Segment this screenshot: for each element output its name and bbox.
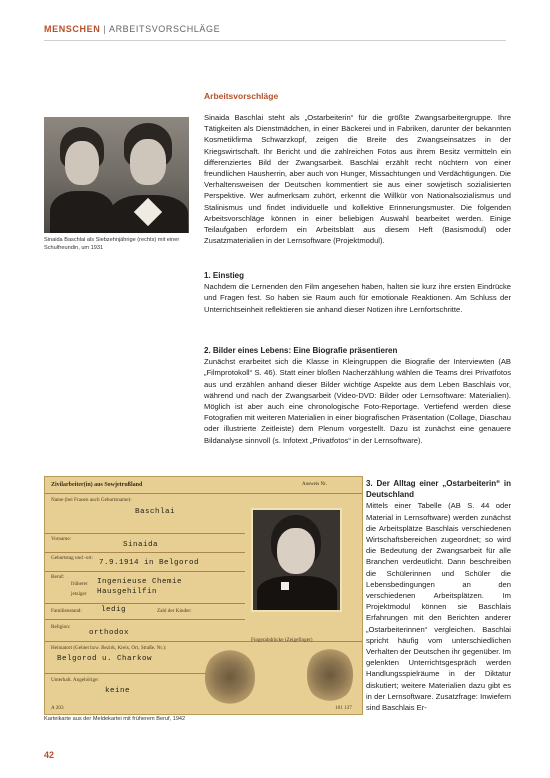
- card-heading: Zivilarbeiter(in) aus Sowjetrußland: [51, 482, 143, 488]
- card-caption: Karteikarte aus der Meldekartei mit früherem Beruf, 1942: [44, 716, 186, 722]
- name-label: Name (bei Frauen auch Geburtsname):: [51, 497, 132, 503]
- running-header: [44, 24, 220, 34]
- section-2-title: 2. Bilder eines Lebens: Eine Biografie präsentieren: [204, 346, 398, 355]
- fingerprint-left: [205, 649, 255, 705]
- header-rule: [44, 40, 506, 41]
- registration-card: [44, 476, 363, 715]
- geburt-label: Geburtstag und -ort:: [51, 555, 94, 561]
- form-number: A 203: [51, 705, 64, 711]
- beruf-jetzt-label: jetziger: [71, 591, 87, 597]
- section-1-text: Nachdem die Lernenden den Film angesehen haben, halten sie kurz ihre ersten Eindrücke und Fragen fest. So haben sie Raum auch für emotionale Reaktionen. Am Schluss der Unterrichtseinheit reflektieren sie anhand dieser Notizen ihre Lernfortschritte.: [204, 282, 511, 314]
- kinder-label: Zahl der Kinder:: [157, 608, 192, 614]
- stand-value: ledig: [101, 606, 127, 614]
- card-portrait-photo: [251, 508, 342, 612]
- stand-label: Familienstand:: [51, 608, 82, 614]
- beruf-frueher-label: früherer: [71, 581, 88, 587]
- portrait-photo: [44, 117, 189, 233]
- card-heading-right: Ausweis Nr.: [302, 482, 327, 487]
- beruf-frueher-value: Ingenieuse Chemie: [97, 578, 183, 586]
- section-1-title: 1. Einstieg: [204, 271, 245, 280]
- vorname-value: Sinaida: [123, 541, 159, 549]
- section-2: [204, 345, 511, 446]
- form-number-right: 101 137: [335, 705, 352, 711]
- header-subsection: ARBEITSVORSCHLÄGE: [108, 24, 221, 34]
- intro-text: Sinaida Baschlai steht als „Ostarbeiterin“ für die größte Zwangsarbeitergruppe. Ihre Tätigkeiten als Dienstmädchen, in einer Bäckerei und in Fabriken, darunter der bekannten Kosmetikfirma Schwarzkopf, zeigen die Breite des Zwangseinsatzes in der Kriegswirtschaft. Ihr Bericht und die zahlreichen Fotos aus ihrem Besitz vermitteln ein differenziertes Bild der Zwangsarbeit. Baschlai erzählt recht nüchtern von einer freundlichen Hausherrin, aber auch von Hunger, Missachtungen und Verdächtigungen. Die Verhaltensweisen der Deutschen kommentiert sie aus einer sowjetisch sozialisierten Perspektive. Wer aufmerksam zuhört, erkennt die Willkür von Nationalsozialismus und Stalinismus und findet individuelle und kollektive Erinnerungsmuster. Die folgenden Arbeitsvorschläge können in einer beliebigen Auswahl bearbeitet werden. Einige Teilaufgaben erfordern ein Arbeitsblatt aus diesem Heft (Basismodul) oder Zusatzmaterialien in der Lernsoftware (Projektmodul).: [204, 113, 511, 246]
- religion-label: Religion:: [51, 624, 71, 630]
- section-2-text: Zunächst erarbeitet sich die Klasse in Kleingruppen die Biografie der Interviewten (AB „Filmprotokoll“ S. 46). Statt einer bloßen Nacherzählung wählen die Teams drei Privatfotos aus und erzählen anhand dieser Bilder wichtige Aspekte aus dem Leben Baschlais vor, während und nach der Zwangsarbeit (Video-DVD: Bilder oder Lernsoftware: Materialien). Möglich ist aber auch eine chronologische Foto-Reportage. Vertiefend werden diese Fotografien mit weiteren Materialien in einer biografischen Präsentation (Collage, Diaschau oder illustrierte Zeitleiste) dem Plenum vorgestellt. Dazu ist zunächst eine genauere Bildanalyse sinnvoll (s. Infotext „Privatfotos“ in der Lernsoftware).: [204, 357, 511, 445]
- section-3-title: 3. Der Alltag einer „Ostarbeiterin“ in Deutschland: [366, 479, 511, 500]
- angehoerige-value: keine: [105, 687, 131, 695]
- header-separator: |: [103, 24, 107, 34]
- name-value: Baschlai: [135, 508, 176, 516]
- section-1: [204, 270, 511, 315]
- beruf-label: Beruf:: [51, 574, 65, 580]
- fingerprint-right: [307, 647, 353, 703]
- angehoerige-label: Unterhalt. Angehörige:: [51, 677, 99, 683]
- vorname-label: Vorname:: [51, 536, 72, 542]
- intro-paragraph: [204, 112, 511, 246]
- section-3: [366, 478, 511, 713]
- heimat-value: Belgorod u. Charkow: [57, 655, 153, 663]
- page-number: 42: [44, 750, 55, 760]
- heimat-label: Heimatort (Gebiet bzw. Bezirk, Kreis, Ort, Straße, Nr.):: [51, 645, 167, 651]
- beruf-jetzt-value: Hausgehilfin: [97, 588, 158, 596]
- religion-value: orthodox: [89, 629, 130, 637]
- photo-caption: Sinaida Baschlai als Siebzehnjährige (rechts) mit einer Schulfreundin, um 1931: [44, 237, 180, 251]
- section-3-text: Mittels einer Tabelle (AB S. 44 oder Material in Lernsoftware) werden zunächst die Arbeitsplätze Baschlais verschiedenen Wirtschaftsbereichen zugeordnet; so wird die Bedeutung der Zwangsarbeit für alle Branchen verdeutlicht. Dann beschreiben die Schülerinnen und Schüler die Lebensbedingungen an den verschiedenen Arbeitsplätzen. Im Projektmodul können sie Baschlais Erfahrungen mit den Berichten anderer „Ostarbeiterinnen“ vergleichen. Baschlai spricht häufig vom unterschiedlichen Verhalten der Deutschen ihr gegenüber. Im gelenkten Unterrichtsgespräch werden Handlungsspielräume in der Diktatur diskutiert; weitere Materialien dazu gibt es in der Lernsoftware. Zusatzfrage: Inwiefern sind Baschlais Er-: [366, 501, 511, 713]
- header-section: MENSCHEN: [44, 24, 101, 34]
- fingerprint-label: Fingerabdrücke (Zeigefinger): [251, 637, 313, 643]
- page-title: Arbeitsvorschläge: [204, 91, 279, 101]
- geburt-value: 7.9.1914 in Belgorod: [99, 559, 200, 567]
